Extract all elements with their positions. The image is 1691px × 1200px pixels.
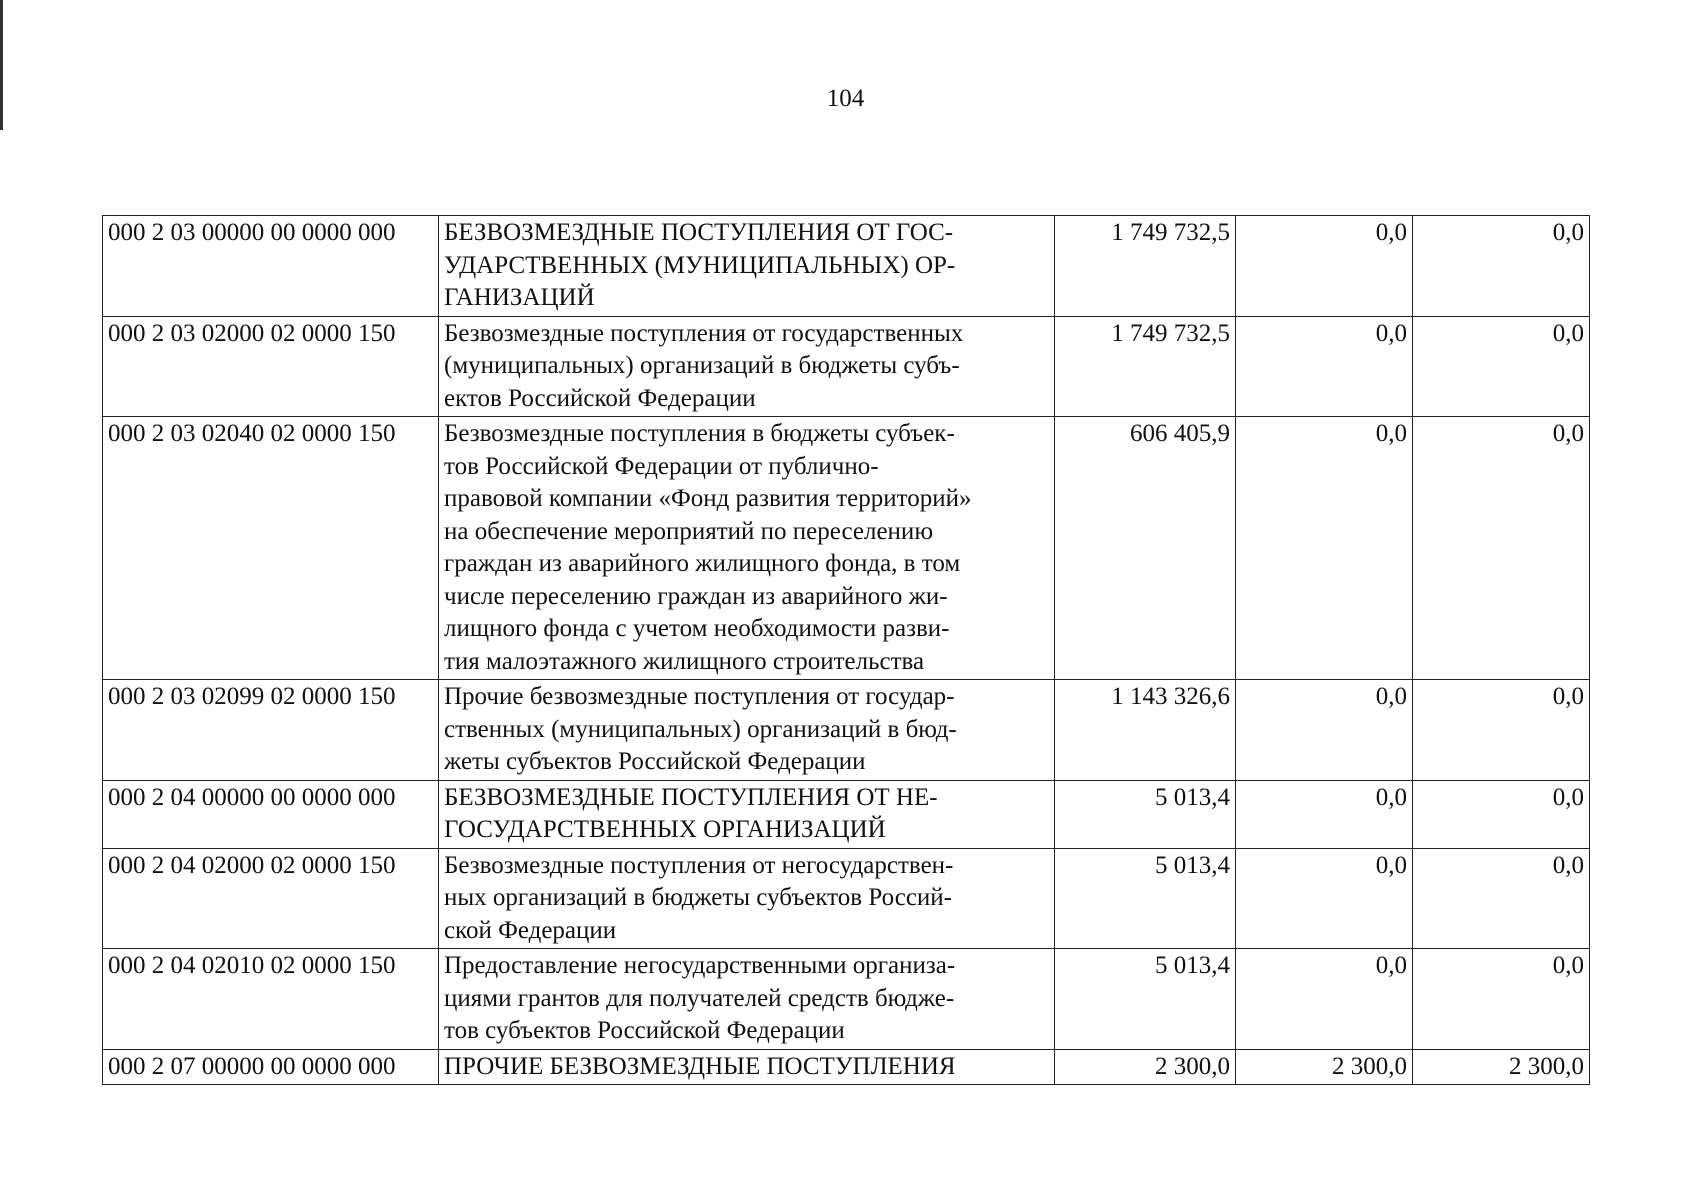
revenue-name-cell: БЕЗВОЗМЕЗДНЫЕ ПОСТУПЛЕНИЯ ОТ ГОС- УДАРСТВЕННЫХ (МУНИЦИПАЛЬНЫХ) ОР- ГАНИЗАЦИЙ <box>439 216 1055 317</box>
revenue-name-cell: ПРОЧИЕ БЕЗВОЗМЕЗДНЫЕ ПОСТУПЛЕНИЯ <box>439 1049 1055 1085</box>
amount-year-1-cell: 5 013,4 <box>1055 848 1236 949</box>
revenue-code-cell: 000 2 03 02099 02 0000 150 <box>103 680 439 781</box>
amount-year-1-cell: 1 749 732,5 <box>1055 216 1236 317</box>
amount-year-2-cell: 0,0 <box>1236 949 1413 1050</box>
revenue-code-cell: 000 2 03 02040 02 0000 150 <box>103 417 439 680</box>
budget-revenue-table <box>102 215 1590 1085</box>
revenue-name-cell: Предоставление негосударственными организа- циями грантов для получателей средств бюдже- тов субъектов Российской Федерации <box>439 949 1055 1050</box>
amount-year-1-cell: 1 143 326,6 <box>1055 680 1236 781</box>
table-row <box>103 216 1590 317</box>
revenue-code-cell: 000 2 03 02000 02 0000 150 <box>103 316 439 417</box>
table-row <box>103 417 1590 680</box>
revenue-name-cell: БЕЗВОЗМЕЗДНЫЕ ПОСТУПЛЕНИЯ ОТ НЕ- ГОСУДАРСТВЕННЫХ ОРГАНИЗАЦИЙ <box>439 780 1055 848</box>
amount-year-1-cell: 606 405,9 <box>1055 417 1236 680</box>
amount-year-3-cell: 0,0 <box>1413 848 1590 949</box>
table-row <box>103 316 1590 417</box>
amount-year-1-cell: 2 300,0 <box>1055 1049 1236 1085</box>
amount-year-3-cell: 0,0 <box>1413 417 1590 680</box>
table-row <box>103 848 1590 949</box>
table-row <box>103 949 1590 1050</box>
table-row <box>103 680 1590 781</box>
amount-year-1-cell: 1 749 732,5 <box>1055 316 1236 417</box>
amount-year-3-cell: 0,0 <box>1413 949 1590 1050</box>
revenue-code-cell: 000 2 07 00000 00 0000 000 <box>103 1049 439 1085</box>
table-row <box>103 780 1590 848</box>
amount-year-1-cell: 5 013,4 <box>1055 949 1236 1050</box>
amount-year-2-cell: 0,0 <box>1236 680 1413 781</box>
amount-year-2-cell: 0,0 <box>1236 216 1413 317</box>
amount-year-2-cell: 0,0 <box>1236 848 1413 949</box>
amount-year-3-cell: 0,0 <box>1413 680 1590 781</box>
amount-year-2-cell: 2 300,0 <box>1236 1049 1413 1085</box>
page-number: 104 <box>826 85 865 112</box>
amount-year-3-cell: 0,0 <box>1413 216 1590 317</box>
amount-year-2-cell: 0,0 <box>1236 316 1413 417</box>
revenue-name-cell: Безвозмездные поступления от государственных (муниципальных) организаций в бюджеты субъ- ектов Российской Федерации <box>439 316 1055 417</box>
amount-year-3-cell: 0,0 <box>1413 316 1590 417</box>
revenue-name-cell: Прочие безвозмездные поступления от государ- ственных (муниципальных) организаций в бюд- жеты субъектов Российской Федерации <box>439 680 1055 781</box>
amount-year-2-cell: 0,0 <box>1236 417 1413 680</box>
table-row <box>103 1049 1590 1085</box>
revenue-name-cell: Безвозмездные поступления от негосударствен- ных организаций в бюджеты субъектов Россий- ской Федерации <box>439 848 1055 949</box>
revenue-code-cell: 000 2 03 00000 00 0000 000 <box>103 216 439 317</box>
amount-year-3-cell: 0,0 <box>1413 780 1590 848</box>
revenue-code-cell: 000 2 04 02010 02 0000 150 <box>103 949 439 1050</box>
revenue-name-cell: Безвозмездные поступления в бюджеты субъек- тов Российской Федерации от публично- правовой компании «Фонд развития территорий» на обеспечение мероприятий по переселению граждан из аварийного жилищного фонда, в том числе переселению граждан из аварийного жи- лищного фонда с учетом необходимости разви- тия малоэтажного жилищного строительства <box>439 417 1055 680</box>
amount-year-3-cell: 2 300,0 <box>1413 1049 1590 1085</box>
revenue-code-cell: 000 2 04 00000 00 0000 000 <box>103 780 439 848</box>
revenue-code-cell: 000 2 04 02000 02 0000 150 <box>103 848 439 949</box>
amount-year-1-cell: 5 013,4 <box>1055 780 1236 848</box>
amount-year-2-cell: 0,0 <box>1236 780 1413 848</box>
